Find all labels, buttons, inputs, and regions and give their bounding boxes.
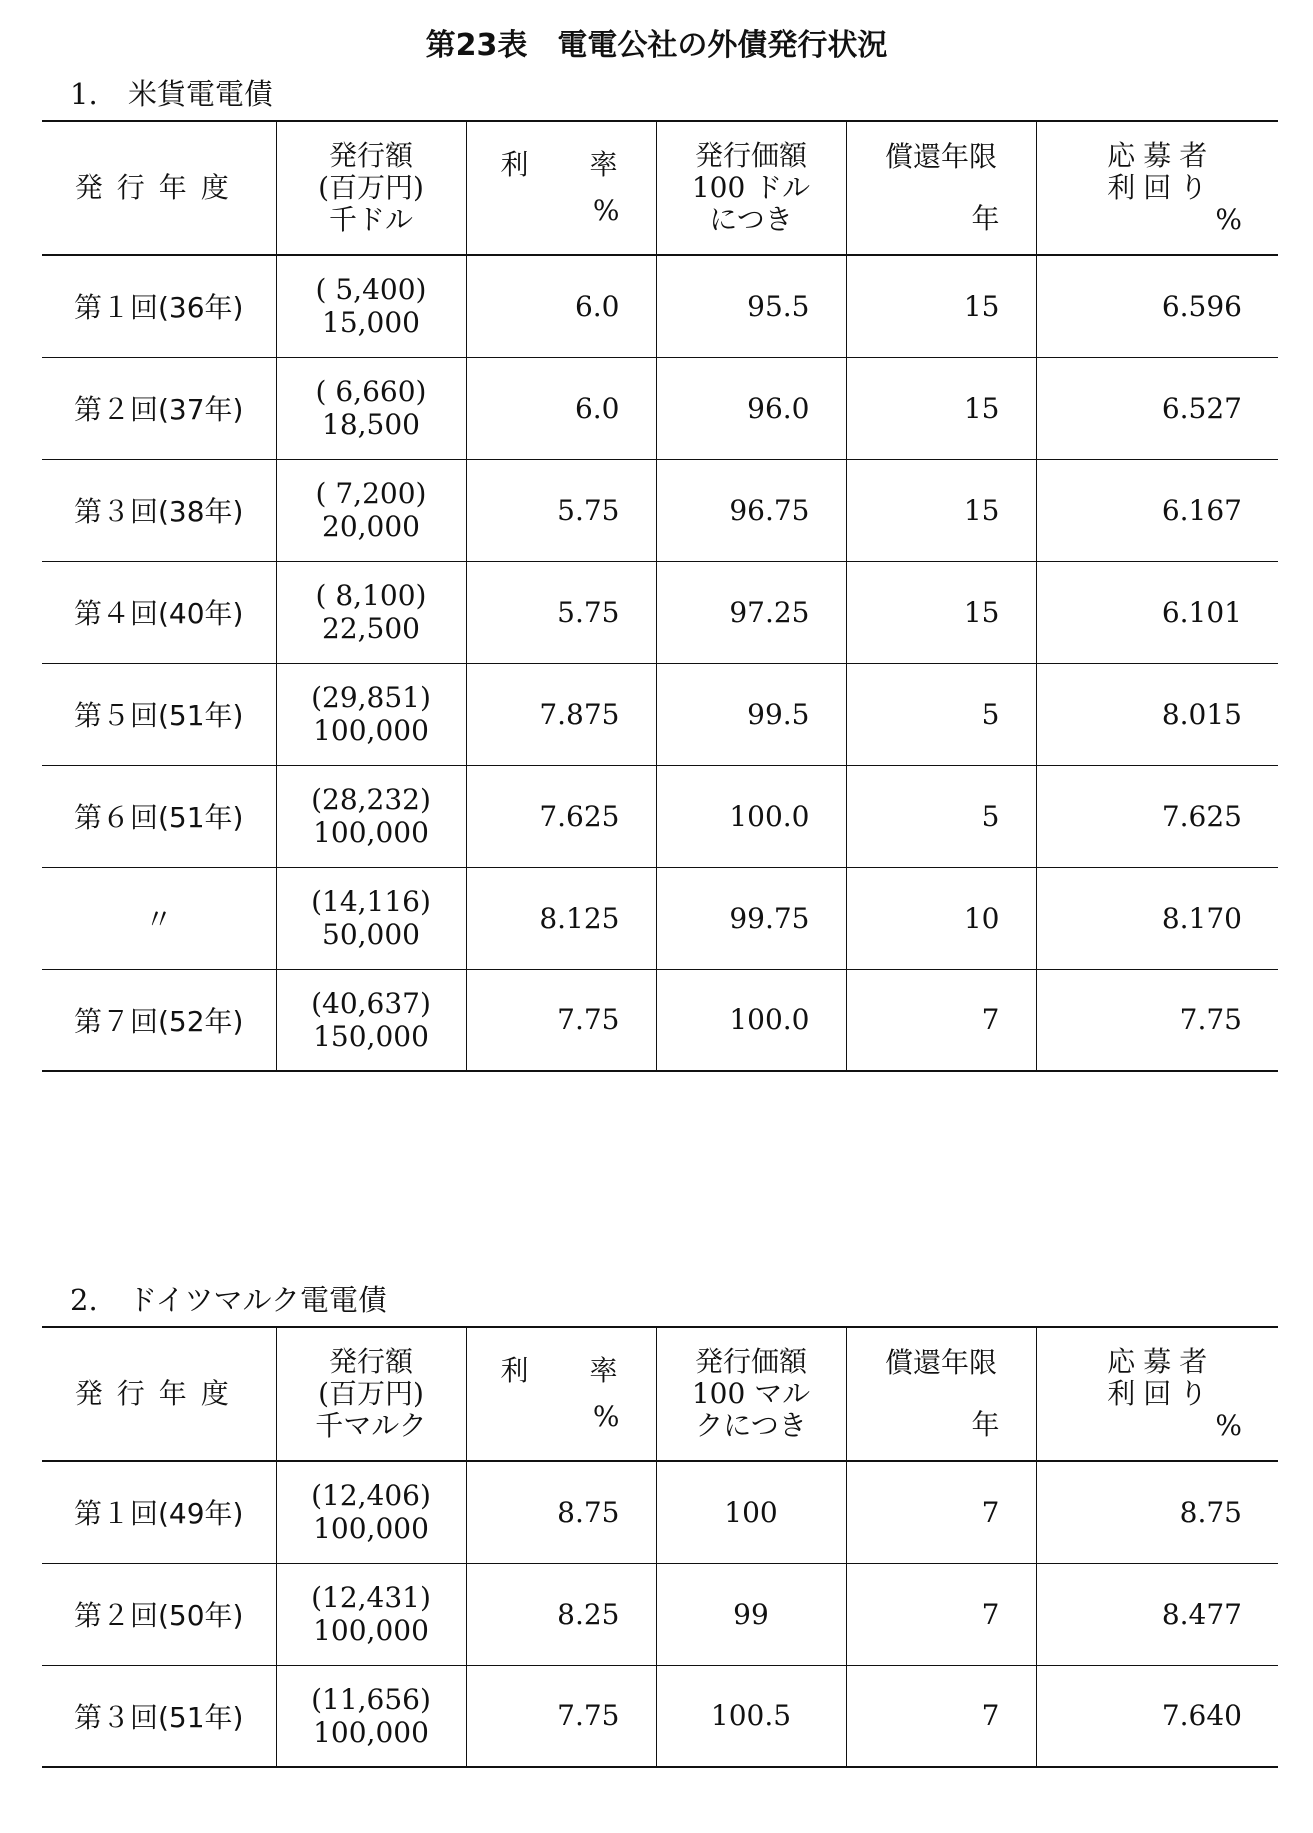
- header-yield-unit: %: [1215, 1409, 1242, 1442]
- header-yield: [1036, 1327, 1278, 1461]
- cell-amount: [276, 357, 466, 459]
- header-yield: [1036, 121, 1278, 255]
- header-year: 発行年度: [74, 171, 243, 204]
- cell-rate: 6.0: [466, 357, 656, 459]
- cell-term: 7: [846, 1461, 1036, 1563]
- cell-amount-foreign: 50,000: [322, 918, 420, 951]
- cell-year: 第４回(40年): [74, 597, 244, 630]
- cell-price: 100.0: [656, 765, 846, 867]
- cell-year: 第５回(51年): [74, 699, 244, 732]
- cell-yield: 6.596: [1036, 255, 1278, 357]
- header-amount-line: 発行額: [328, 1345, 413, 1378]
- header-yield-line: 応募者: [1107, 139, 1216, 172]
- section-heading-dm: [70, 1278, 387, 1319]
- cell-rate: 7.75: [466, 969, 656, 1071]
- header-row: [42, 1327, 1278, 1461]
- usd-bond-table: [42, 120, 1278, 1072]
- section-number: 1.: [70, 77, 98, 111]
- cell-amount: [276, 969, 466, 1071]
- cell-amount: [276, 663, 466, 765]
- cell-amount-foreign: 150,000: [313, 1019, 429, 1053]
- section-number: 2.: [70, 1283, 98, 1317]
- header-yield-line: 利回り: [1107, 171, 1216, 204]
- header-term-label: 償還年限: [884, 140, 997, 173]
- cell-price: 96.0: [656, 357, 846, 459]
- cell-year: 第７回(52年): [74, 1004, 244, 1038]
- header-price: [656, 1327, 846, 1461]
- header-rate-part: 利: [500, 1354, 529, 1387]
- cell-amount: [276, 765, 466, 867]
- table-row: [42, 561, 1278, 663]
- header-term: [846, 121, 1036, 255]
- table-row: [42, 867, 1278, 969]
- cell-year: 〃: [144, 903, 173, 936]
- cell-rate: 8.75: [466, 1461, 656, 1563]
- cell-term: 15: [846, 561, 1036, 663]
- cell-term: 15: [846, 357, 1036, 459]
- table-row: [42, 1563, 1278, 1665]
- header-rate: [466, 121, 656, 255]
- header-rate-part: 率: [589, 148, 618, 181]
- cell-rate: 6.0: [466, 255, 656, 357]
- cell-term: 15: [846, 255, 1036, 357]
- header-year: 発行年度: [74, 1377, 243, 1410]
- cell-amount-foreign: 18,500: [322, 408, 420, 441]
- cell-amount-foreign: 20,000: [322, 510, 420, 543]
- cell-yield: 8.170: [1036, 867, 1278, 969]
- header-price-line: 100 マル: [691, 1377, 811, 1410]
- cell-amount: [276, 459, 466, 561]
- table-row: [42, 765, 1278, 867]
- header-price-line: クにつき: [695, 1409, 807, 1442]
- cell-price: 96.75: [656, 459, 846, 561]
- cell-yield: 8.477: [1036, 1563, 1278, 1665]
- header-rate-part: 利: [500, 148, 529, 181]
- cell-price: 97.25: [656, 561, 846, 663]
- header-amount-line: 千マルク: [315, 1409, 427, 1442]
- cell-amount-foreign: 100,000: [313, 816, 429, 849]
- header-term-label: 償還年限: [884, 1346, 997, 1379]
- cell-amount-foreign: 100,000: [313, 1614, 429, 1647]
- header-amount-line: (百万円): [318, 1377, 424, 1410]
- cell-amount-yen: (28,232): [311, 783, 431, 816]
- header-amount-line: (百万円): [318, 171, 424, 204]
- cell-amount-yen: (11,656): [311, 1682, 431, 1716]
- cell-year: 第２回(37年): [74, 393, 244, 426]
- header-price: [656, 121, 846, 255]
- header-row: [42, 121, 1278, 255]
- table-row: [42, 459, 1278, 561]
- header-rate-part: 率: [589, 1354, 618, 1387]
- cell-term: 7: [846, 1563, 1036, 1665]
- table-row: [42, 663, 1278, 765]
- cell-amount-yen: (14,116): [311, 885, 431, 918]
- table-row: [42, 255, 1278, 357]
- table-row: [42, 1665, 1278, 1767]
- cell-rate: 5.75: [466, 561, 656, 663]
- cell-amount-yen: ( 6,660): [315, 375, 427, 408]
- cell-amount: [276, 867, 466, 969]
- cell-amount: [276, 1461, 466, 1563]
- cell-term: 7: [846, 969, 1036, 1071]
- cell-amount-yen: (40,637): [311, 986, 431, 1020]
- section-name: ドイツマルク電電債: [128, 1283, 387, 1317]
- cell-yield: 7.625: [1036, 765, 1278, 867]
- cell-amount-yen: (12,431): [311, 1581, 431, 1614]
- cell-amount: [276, 1665, 466, 1767]
- cell-year: 第３回(38年): [74, 495, 244, 528]
- cell-yield: 8.015: [1036, 663, 1278, 765]
- cell-yield: 6.101: [1036, 561, 1278, 663]
- table-row: [42, 1461, 1278, 1563]
- header-amount: [276, 1327, 466, 1461]
- header-yield-line: 応募者: [1107, 1345, 1216, 1378]
- header-price-line: につき: [709, 203, 793, 236]
- header-term-unit: 年: [971, 202, 1000, 235]
- cell-term: 7: [846, 1665, 1036, 1767]
- cell-rate: 7.875: [466, 663, 656, 765]
- cell-amount-yen: ( 5,400): [315, 273, 427, 307]
- cell-price: 100.0: [656, 969, 846, 1071]
- cell-amount-foreign: 100,000: [313, 714, 429, 747]
- section-name: 米貨電電債: [128, 77, 274, 111]
- cell-yield: 7.640: [1036, 1665, 1278, 1767]
- cell-yield: 8.75: [1036, 1461, 1278, 1563]
- cell-year: 第１回(36年): [74, 291, 244, 325]
- header-rate-unit: %: [592, 194, 620, 227]
- cell-amount: [276, 255, 466, 357]
- header-price-line: 100 ドル: [691, 171, 811, 204]
- header-term: [846, 1327, 1036, 1461]
- cell-year: 第１回(49年): [74, 1497, 244, 1531]
- cell-amount-yen: ( 7,200): [315, 477, 427, 510]
- cell-price: 99: [656, 1563, 846, 1665]
- page-title: 第23表 電電公社の外債発行状況: [425, 28, 888, 63]
- cell-price: 95.5: [656, 255, 846, 357]
- cell-rate: 7.75: [466, 1665, 656, 1767]
- cell-price: 100: [656, 1461, 846, 1563]
- cell-rate: 5.75: [466, 459, 656, 561]
- table-row: [42, 969, 1278, 1071]
- cell-rate: 7.625: [466, 765, 656, 867]
- cell-amount: [276, 1563, 466, 1665]
- header-rate-unit: %: [592, 1400, 620, 1433]
- cell-year: 第２回(50年): [74, 1599, 244, 1632]
- cell-amount: [276, 561, 466, 663]
- cell-amount-yen: (12,406): [311, 1479, 431, 1513]
- header-amount-line: 発行額: [328, 139, 413, 172]
- cell-amount-foreign: 100,000: [313, 1512, 429, 1546]
- dm-bond-table: [42, 1326, 1278, 1768]
- section-heading-usd: [70, 72, 273, 113]
- cell-amount-foreign: 22,500: [322, 612, 420, 645]
- table-row: [42, 357, 1278, 459]
- cell-rate: 8.125: [466, 867, 656, 969]
- header-yield-line: 利回り: [1107, 1377, 1216, 1410]
- cell-amount-foreign: 15,000: [322, 306, 420, 340]
- header-yield-unit: %: [1215, 203, 1242, 236]
- header-amount: [276, 121, 466, 255]
- header-term-unit: 年: [971, 1408, 1000, 1441]
- cell-year: 第３回(51年): [74, 1700, 244, 1734]
- cell-price: 99.5: [656, 663, 846, 765]
- header-price-line: 発行価額: [694, 139, 807, 172]
- cell-price: 100.5: [656, 1665, 846, 1767]
- cell-year: 第６回(51年): [74, 801, 244, 834]
- cell-yield: 6.527: [1036, 357, 1278, 459]
- cell-term: 15: [846, 459, 1036, 561]
- header-amount-line: 千ドル: [328, 203, 413, 236]
- cell-term: 5: [846, 663, 1036, 765]
- cell-amount-yen: ( 8,100): [315, 579, 427, 612]
- header-price-line: 発行価額: [694, 1345, 807, 1378]
- cell-amount-foreign: 100,000: [313, 1715, 429, 1749]
- cell-yield: 6.167: [1036, 459, 1278, 561]
- cell-term: 10: [846, 867, 1036, 969]
- cell-yield: 7.75: [1036, 969, 1278, 1071]
- cell-price: 99.75: [656, 867, 846, 969]
- cell-rate: 8.25: [466, 1563, 656, 1665]
- cell-amount-yen: (29,851): [311, 681, 431, 714]
- cell-term: 5: [846, 765, 1036, 867]
- header-rate: [466, 1327, 656, 1461]
